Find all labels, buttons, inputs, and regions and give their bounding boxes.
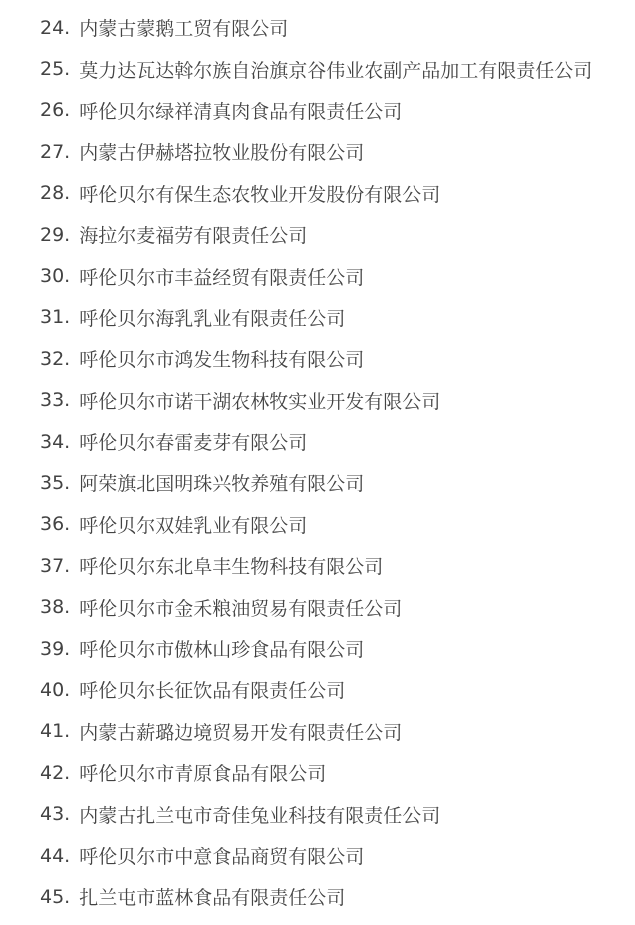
list-item: [40, 7, 615, 48]
list-item: [40, 876, 615, 917]
company-name: 内蒙古扎兰屯市奇佳兔业科技有限责任公司: [79, 804, 441, 827]
item-number: 43.: [40, 803, 71, 826]
item-number: 44.: [40, 844, 71, 867]
company-name: 呼伦贝尔东北阜丰生物科技有限公司: [79, 556, 384, 579]
company-name: 呼伦贝尔双娃乳业有限公司: [79, 514, 308, 537]
item-number: 34.: [40, 430, 71, 453]
item-number: 33.: [40, 389, 71, 412]
list-item: [40, 628, 615, 669]
company-name: 呼伦贝尔绿祥清真肉食品有限责任公司: [79, 100, 403, 123]
list-item: [40, 586, 615, 627]
company-name: 阿荣旗北国明珠兴牧养殖有限公司: [79, 473, 365, 496]
item-number: 31.: [40, 306, 71, 329]
company-name: 呼伦贝尔春雷麦芽有限公司: [79, 432, 308, 455]
list-item: [40, 545, 615, 586]
list-item: [40, 338, 615, 379]
item-number: 30.: [40, 265, 71, 288]
company-name: 呼伦贝尔市中意食品商贸有限公司: [79, 846, 365, 868]
item-number: 26.: [40, 99, 71, 122]
company-name: 呼伦贝尔市青原食品有限公司: [79, 763, 327, 786]
company-name: 呼伦贝尔长征饮品有限责任公司: [79, 680, 346, 703]
list-item: [40, 90, 615, 131]
item-number: 39.: [40, 637, 71, 660]
item-number: 42.: [40, 761, 71, 784]
item-number: 35.: [40, 471, 71, 494]
list-item: [40, 462, 615, 503]
company-name: 呼伦贝尔市丰益经贸有限责任公司: [79, 266, 365, 289]
list-item: [40, 504, 615, 545]
item-number: 24.: [40, 16, 71, 39]
item-number: 28.: [40, 182, 71, 205]
company-name: 呼伦贝尔有保生态农牧业开发股份有限公司: [79, 183, 441, 206]
list-item: [40, 297, 615, 338]
item-number: 45.: [40, 885, 71, 908]
item-number: 25.: [40, 58, 71, 81]
item-number: 41.: [40, 720, 71, 743]
company-name: 呼伦贝尔市金禾粮油贸易有限责任公司: [79, 597, 403, 620]
list-item: [40, 669, 615, 710]
list-item: [40, 173, 615, 214]
list-item: [40, 255, 615, 296]
list-item: [40, 752, 615, 793]
company-name: 呼伦贝尔市傲林山珍食品有限公司: [79, 639, 365, 662]
item-number: 37.: [40, 554, 71, 577]
list-item: [40, 131, 615, 172]
company-name: 内蒙古薪璐边境贸易开发有限责任公司: [79, 721, 403, 744]
item-number: 36.: [40, 513, 71, 536]
item-number: 27.: [40, 140, 71, 163]
list-item: [40, 793, 615, 834]
list-item: [40, 214, 615, 255]
company-name: 扎兰屯市蓝林食品有限责任公司: [79, 887, 346, 910]
list-item: [40, 421, 615, 462]
list-item: [40, 835, 615, 876]
item-number: 29.: [40, 223, 71, 246]
company-name: 呼伦贝尔市鸿发生物科技有限公司: [79, 349, 365, 372]
item-number: 40.: [40, 678, 71, 701]
item-number: 38.: [40, 596, 71, 619]
company-name: 莫力达瓦达斡尔族自治旗京谷伟业农副产品加工有限责任公司: [79, 59, 593, 82]
company-name: 呼伦贝尔海乳乳业有限责任公司: [79, 307, 346, 330]
item-number: 32.: [40, 347, 71, 370]
list-item: [40, 711, 615, 752]
list-item: [40, 48, 615, 89]
list-item: [40, 380, 615, 421]
company-name: 海拉尔麦福劳有限责任公司: [79, 225, 308, 248]
company-name: 呼伦贝尔市诺干湖农林牧实业开发有限公司: [79, 390, 441, 413]
company-name: 内蒙古蒙鹅工贸有限公司: [79, 18, 289, 41]
company-name: 内蒙古伊赫塔拉牧业股份有限公司: [79, 142, 365, 165]
